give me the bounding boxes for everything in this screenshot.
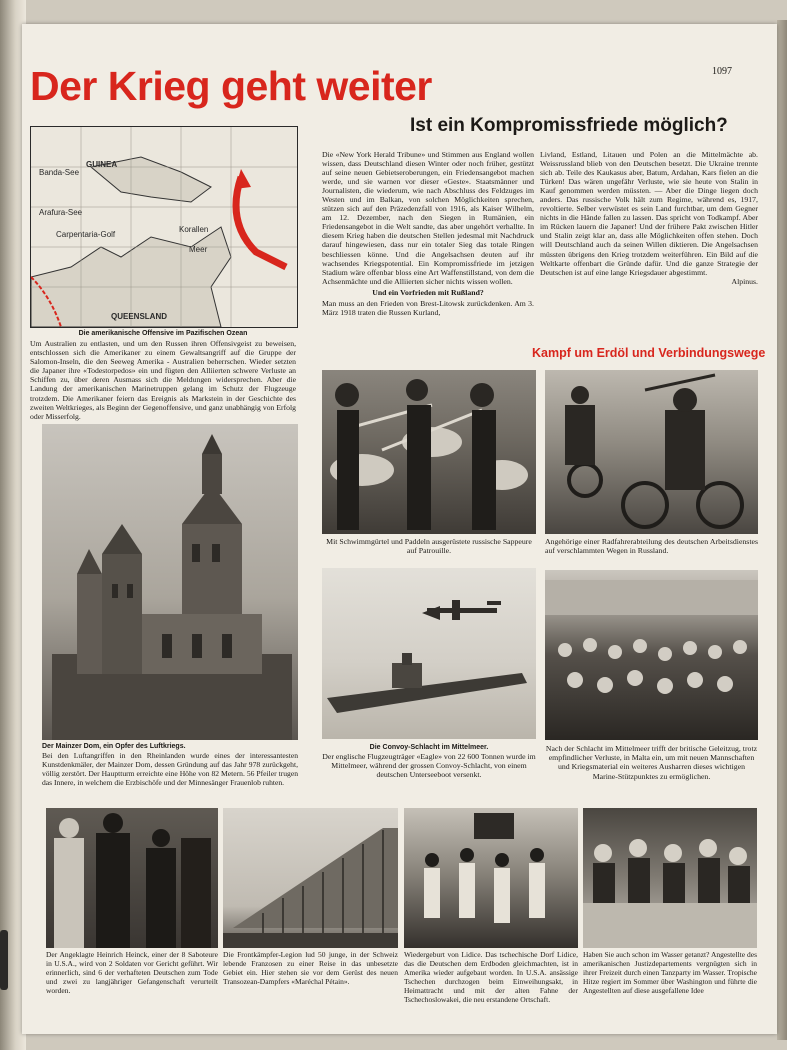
lidice-parade-photo — [404, 808, 578, 948]
convoy-battle-photo — [322, 568, 536, 739]
heinck-caption: Der Angeklagte Heinrich Heinck, einer der 8 Saboteure in U.S.A., wird von 2 Soldaten vor Gericht geführt. Wir erinnerlich, sind 6 der verhafteten Deutschen zum Tode und zwei zu langjähriger Gefangenschaft verurteilt worden. — [46, 950, 218, 995]
map-label: Arafura-See — [39, 208, 83, 217]
article-column-2-text: Livland, Estland, Litauen und Polen an die Mittelmächte ab. Weissrussland blieb von den Deutschen besetzt. Die Ukraine trennte sich ab. Teile des Kaukasus aber, Batum, Ardahan, Kars fielen an die Türken! Das wären ungefähr Verluste, wie sie heute von Stalin in Kauf genommen werden müssten. — Aber die Dinge liegen doch anders. Das russische Volk hält zum Regime, während es, 1917, revoltierte. Selber verwüstet es sein Land furchtbar, um dem Gegner nichts in die Hände fallen zu lassen. Das spricht von Todkampf. Aber im Rücken lauern die Japaner! Und der frühere Pakt zwischen Hitler und Stalin zeigt klar an, dass alle Möglichkeiten offen stehen. Doch will Deutschland auch da seinen Willen diktieren. Die Angelsachsen müssten übrigens den Krieg trotzdem weiterführen. Ein Bild auf die Weltkarte offenbart die Gründe dafür. Und die ganze Strategie der Deutschen ist auf eine lange Kriegsdauer abgestimmt. — [540, 150, 758, 277]
mainz-cathedral-photo — [42, 424, 298, 740]
pacific-map-drawing — [31, 127, 297, 327]
convoy-caption-text: Der englische Flugzeugträger «Eagle» von 22 600 Tonnen wurde im Mittelmeer, während der grossen Convoy-Schlacht, von einem deutschen Unterseeboot versenkt. — [322, 752, 536, 780]
page-stack-edge — [777, 20, 787, 1040]
map-label: Banda-See — [39, 168, 80, 177]
dom-caption-text: Bei den Luftangriffen in den Rheinlanden wurde eines der interessantesten Kunstdenkmäler, der Mainzer Dom, dessen Gründung auf das Jahr 978 zurückgeht, völlig zerstört. Der Hauptturm erreichte eine Höhe von 82 Metern. 56 Pfeiler trugen das Innere, in welchem die Erzbischöfe und der Minnesänger Frauenlob ruhten. — [42, 751, 298, 788]
legion-scaffold-photo — [223, 808, 398, 948]
convoy-caption-title: Die Convoy-Schlacht im Mittelmeer. — [369, 744, 489, 751]
section-heading: Kampf um Erdöl und Verbindungswege — [532, 346, 766, 360]
headline: Der Krieg geht weiter — [30, 63, 432, 109]
map-label: Korallen — [179, 225, 209, 234]
map-caption-title: Die amerikanische Offensive im Pazifischen Ozean — [78, 330, 248, 337]
page-number: 1097 — [712, 66, 732, 77]
article-column-1 — [322, 150, 534, 317]
article-column-1-continued: Man muss an den Frieden von Brest-Litowsk zurückdenken. Am 3. März 1918 traten die Russen Kurland, — [322, 298, 534, 317]
map-label: QUEENSLAND — [111, 312, 168, 321]
article-column-2 — [540, 150, 758, 286]
legion-caption: Die Frontkämpfer-Legion lud 50 junge, in der Schweiz lebende Franzosen zu einer Reise in das unbesetzte Gebiet ein. Hier stehen sie vor dem Gerüst des neuen Transozean-Dampfers «Maréchal Pétain». — [223, 950, 398, 986]
water-dance-photo — [583, 808, 757, 948]
cyclists-photo — [545, 370, 758, 534]
article-subheading: Und ein Vorfrieden mit Rußland? — [372, 287, 484, 297]
article-author: Alpinus. — [731, 276, 758, 286]
article-column-1-text: Die «New York Herald Tribune» und Stimmen aus England wollen wissen, dass Deutschland diesen Winter oder noch früher, gestützt auf seine neuen Gebietseroberungen, ein Friedensangebot machen werde, und sie warnen vor dieser «Geste». Staatsmänner und Journalisten, die wiederum, wie nach Abschluss des Feldzuges im Westen und im Balkan, von solchen Möglichkeiten sprechen, stützen sich auf den Präzedenzfall von 1916, als Kaiser Wilhelm, am 12. Dezember, nach den Siegen in Rumänien, ein Friedensangebot in die Welt sandte, das aber ungehört verhallte. In diesem Krieg haben die deutschen Stellen jedesmal mit Nachdruck darauf hingewiesen, dass nur ein totaler Sieg das totale Ringen beschliessen könne. Und die Angelsachsen deuten auf ihr wachsendes Kriegspotential. Ein Kompromissfriede im jetzigen Stadium wäre offenbar bloss eine Art Waffenstillstand, von dem die Achsenmächte und die Alliierten sicher nichts wissen wollen. — [322, 150, 534, 286]
map-label: GUINEA — [86, 160, 118, 169]
harbor-caption: Nach der Schlacht im Mittelmeer trifft der britische Geleitzug, trotz empfindlicher Verluste, in Malta ein, um mit neuen Mannschaften und Kriegsmaterial ein weiteres Ausharren dieses wichtigen Marine-Stützpunktes zu ermöglichen. — [545, 744, 758, 781]
map-label: Meer — [189, 245, 208, 254]
sappers-caption: Mit Schwimmgürtel und Paddeln ausgerüstete russische Sappeure auf Patrouille. — [326, 537, 532, 556]
dom-caption-title: Der Mainzer Dom, ein Opfer des Luftkriegs. — [42, 743, 186, 750]
map-label: Carpentaria-Golf — [56, 230, 116, 239]
sappers-photo — [322, 370, 536, 534]
binder-clip — [0, 930, 8, 990]
heinck-trial-photo — [46, 808, 218, 948]
water-dance-caption: Haben Sie auch schon im Wasser getanzt? Angestellte des amerikanischen Justizdepartements vergnügten sich in ihrer Freizeit durch einen Tanzparty im Wasser. Tropische Hitze regiert im Sommer über Washington und führte die Angestellten auf diese ausgefallene Idee — [583, 950, 757, 995]
map-caption-text: Um Australien zu entlasten, und um den Russen ihren Offensivgeist zu beweisen, entschlossen sich die Amerikaner zu einem Gewaltsangriff auf die Gruppe der Salomon-Inseln, die den Seeweg Amerika - Australien beherrschen. Wieder setzten die Japaner ihre «Todestorpedos» ein und fügten den Alliierten schwere Verluste an Schiffen zu, über deren Ausmass sich die Meldungen widersprechen. Aber die Landung der amerikanischen Marinetruppen gelang im Schutz der Flugzeuge trotzdem. Die Amerikaner feiern das Ereignis als Markstein in der Geschichte des zweiten Weltkrieges, als Beginn der Gegenoffensive, und ganz unabhängig von Erfolg oder Misserfolg. — [30, 339, 296, 421]
lidice-caption: Wiedergeburt von Lidice. Das tschechische Dorf Lidice, das die Deutschen dem Erdboden gleichmachten, ist in Amerika wieder aufgebaut worden. In U.S.A. ansässige Tschechen durchzogen beim Einweihungsakt, in Heimattracht und mit der alten Fahne der Tschechoslowakei, die neu erstandene Ortschaft. — [404, 950, 578, 1004]
malta-harbor-photo — [545, 570, 758, 740]
article-title: Ist ein Kompromissfriede möglich? — [410, 115, 728, 136]
cyclists-caption: Angehörige einer Radfahrerabteilung des deutschen Arbeitsdienstes auf verschlammten Wegen in Russland. — [545, 537, 758, 556]
pacific-map — [30, 126, 298, 328]
